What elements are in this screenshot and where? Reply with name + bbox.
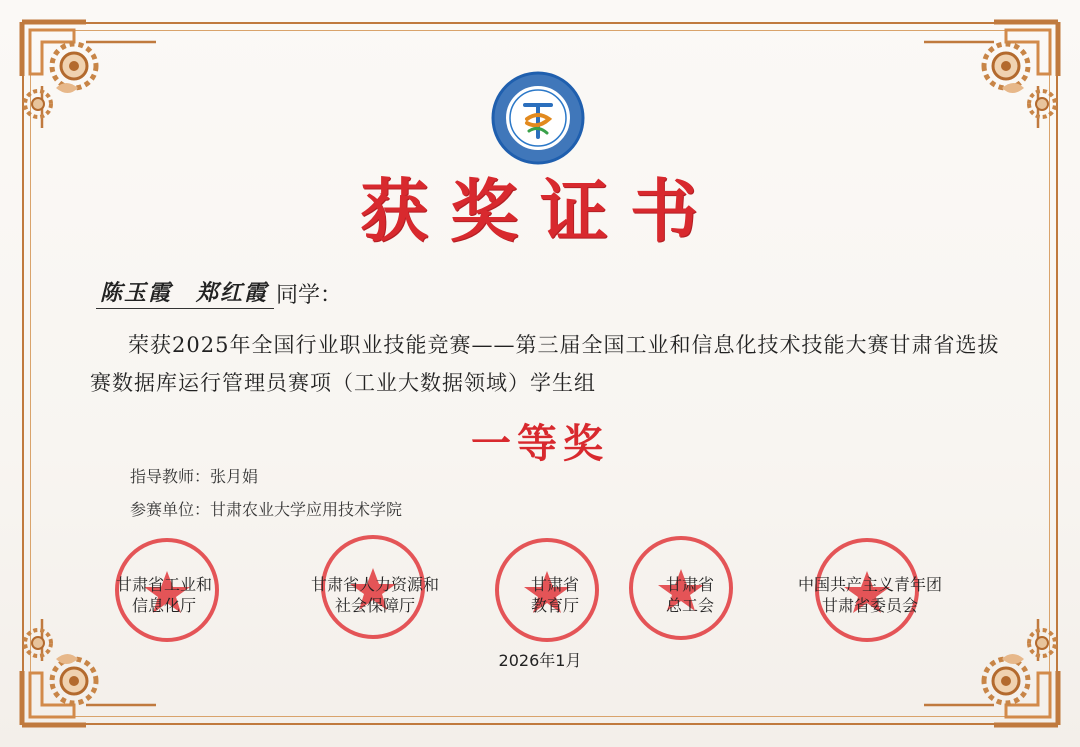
- issuer-3: [505, 574, 605, 616]
- issue-date: 2026年1月: [498, 651, 582, 670]
- issuer-2-line2: 社会保障厅: [334, 596, 415, 615]
- issuer-5-line2: 甘肃省委员会: [821, 596, 918, 615]
- award-description: 荣获2025年全国行业职业技能竞赛——第三届全国工业和信息化技术技能大赛甘肃省选拔赛数据库运行管理员赛项（工业大数据领域）学生组: [90, 333, 1000, 395]
- recipient-names: 陈玉霞 郑红霞: [96, 276, 274, 309]
- issuer-2-line1: 甘肃省人力资源和: [310, 575, 439, 594]
- advisor-line: 指导教师：张月娟: [130, 467, 259, 486]
- competition-logo-icon: [491, 71, 585, 165]
- issuer-4: [640, 574, 740, 616]
- issuer-4-line1: 甘肃省: [665, 575, 714, 594]
- issuer-1-line2: 信息化厅: [131, 596, 196, 615]
- gear-corner-ornament-icon: [914, 16, 1064, 146]
- issuer-5-line1: 中国共产主义青年团: [797, 575, 942, 594]
- issuer-4-line2: 总工会: [665, 596, 714, 615]
- recipient-suffix: 同学：: [276, 283, 343, 308]
- award-level: 一等奖: [471, 420, 609, 467]
- issuer-5: [770, 574, 970, 616]
- issuer-1: [104, 574, 224, 616]
- unit-line: 参赛单位：甘肃农业大学应用技术学院: [130, 500, 403, 519]
- issuer-1-line1: 甘肃省工业和: [115, 575, 212, 594]
- issuer-3-line1: 甘肃省: [530, 575, 579, 594]
- gear-corner-ornament-icon: [16, 16, 166, 146]
- certificate-title: 获奖证书: [359, 173, 720, 252]
- issuer-2: [290, 574, 460, 616]
- issuer-3-line2: 教育厅: [530, 596, 579, 615]
- recipient-line: [96, 276, 342, 309]
